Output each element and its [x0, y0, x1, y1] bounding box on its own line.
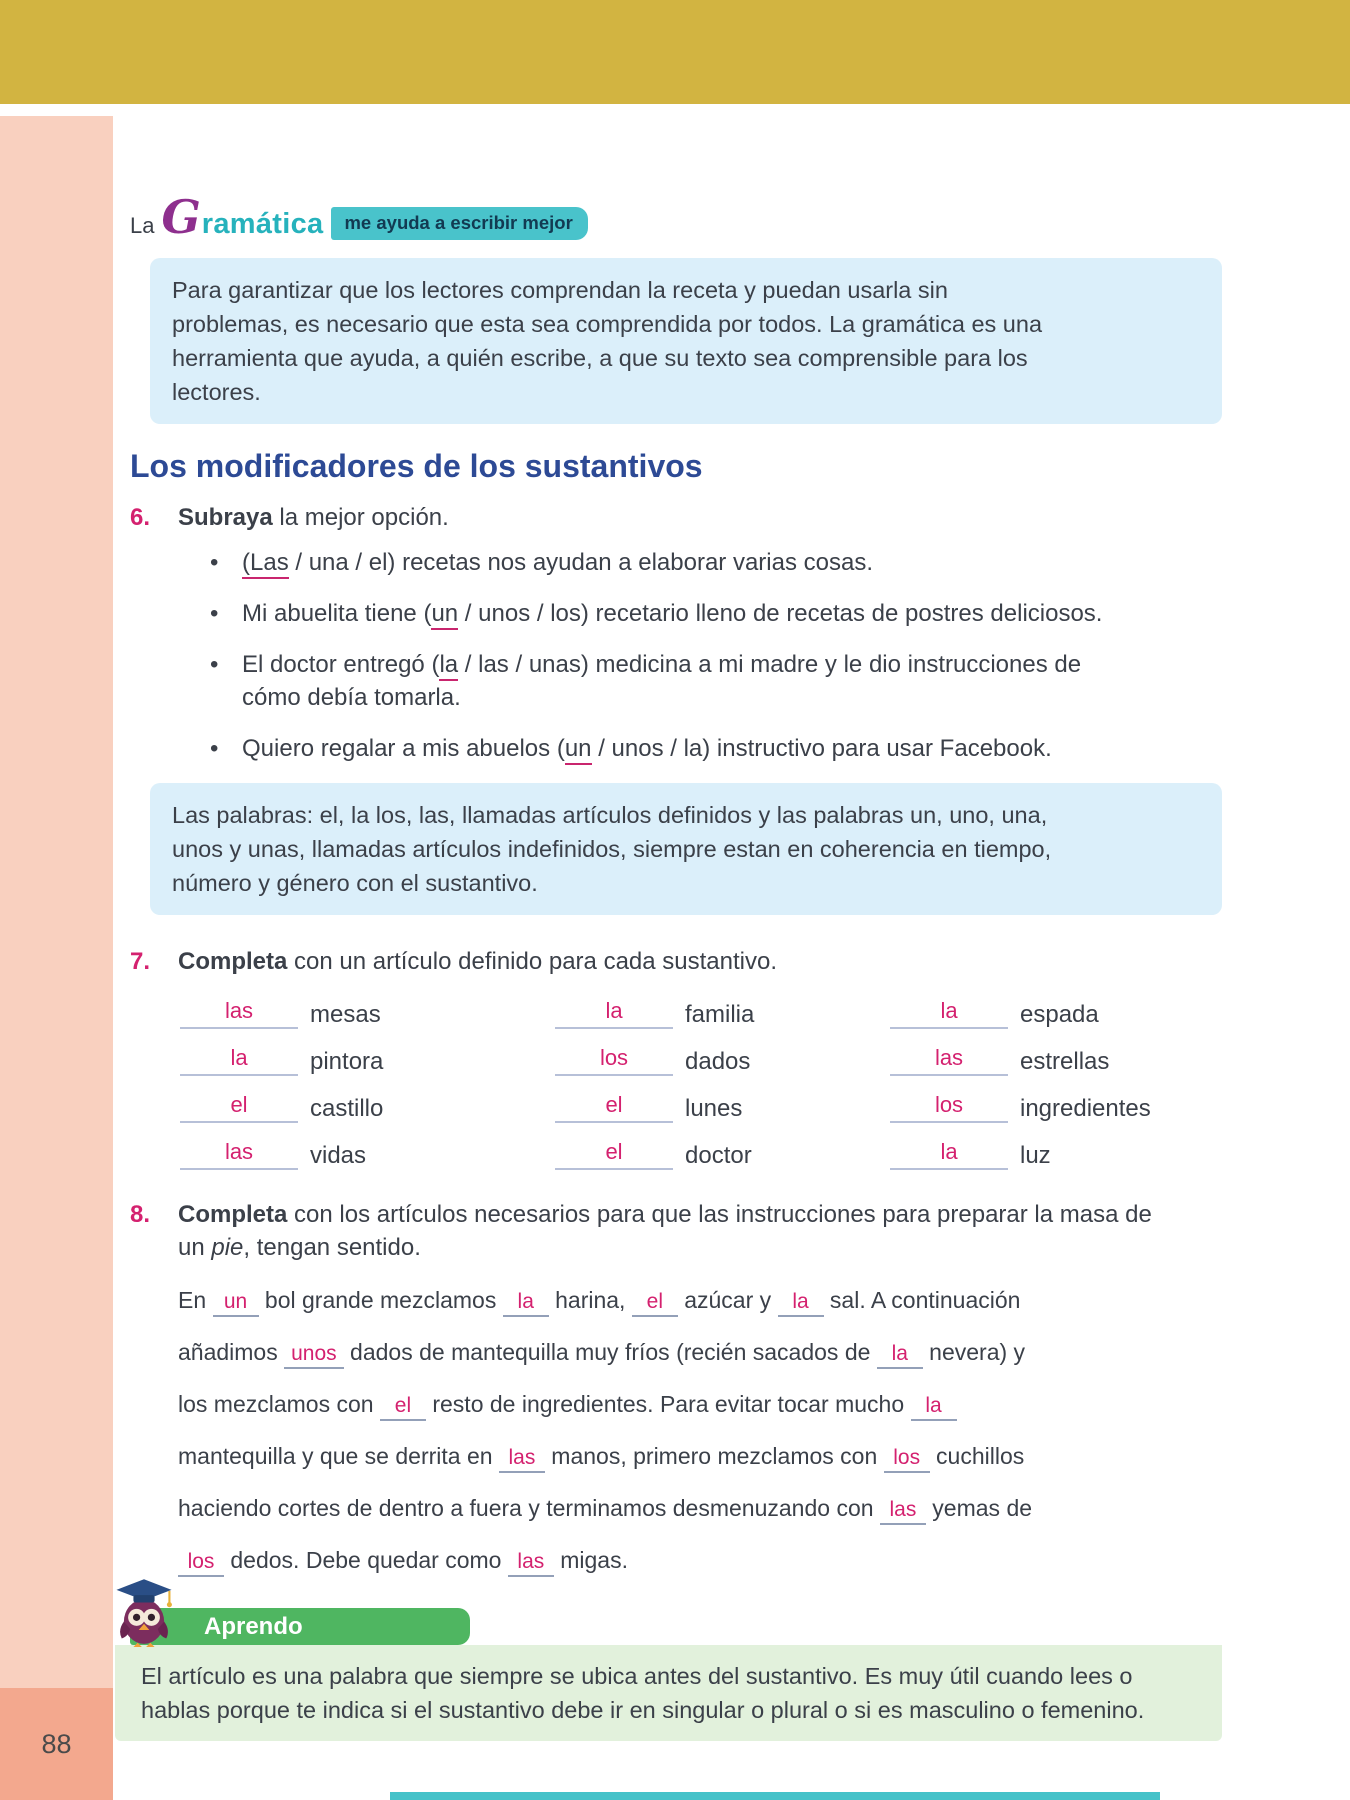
article-fill-item [555, 1045, 890, 1076]
article-fill-item [890, 1045, 1222, 1076]
noun-label: doctor [685, 1142, 752, 1169]
answer-blank: las [890, 1045, 1008, 1076]
article-fill-item [890, 1139, 1222, 1170]
header-prefix: La [130, 213, 155, 238]
underlined-choice: un [431, 600, 458, 630]
gramatica-logo-g: G [161, 190, 201, 244]
noun-label: espada [1020, 1001, 1099, 1028]
answer-blank: la [890, 1139, 1008, 1170]
page-number-tab [0, 1688, 113, 1800]
aprendo-info-box [115, 1645, 1222, 1741]
answer-blank: un [213, 1290, 259, 1317]
text-run: dedos. Debe quedar como [224, 1547, 508, 1573]
noun-label: estrellas [1020, 1048, 1110, 1075]
article-fill-item [180, 1092, 555, 1123]
text-run: / unos / los) recetario lleno de recetas de postres deliciosos. [458, 600, 1103, 627]
answer-blank: la [778, 1290, 824, 1317]
exercise6-number: 6. [130, 504, 151, 531]
bottom-edge-band [390, 1792, 1160, 1800]
aprendo-badge-label: Aprendo [204, 1612, 303, 1640]
exercise8-paragraph [178, 1274, 1058, 1586]
definition-info-text: Las palabras: el, la los, las, llamadas artículos definidos y las palabras un, uno, una, unos y unas, llamadas artículos indefinidos, siempre estan en coherencia en tiempo, número y género con el sustantivo. [172, 802, 1052, 896]
option-bullet-item [208, 546, 1154, 579]
answer-blank: el [380, 1394, 426, 1421]
exercise7-header [130, 945, 1222, 978]
text-run: / las / unas) medicina a mi madre y le dio instrucciones de [458, 651, 1082, 678]
text-run: cómo debía tomarla. [242, 684, 461, 711]
answer-blank: unos [284, 1342, 344, 1369]
answer-blank: el [555, 1092, 673, 1123]
exercise8-number: 8. [130, 1201, 151, 1228]
exercise6-instruction [178, 501, 449, 534]
answer-blank: el [632, 1290, 678, 1317]
noun-label: luz [1020, 1142, 1051, 1169]
answer-blank: el [180, 1092, 298, 1123]
answer-blank: los [178, 1550, 224, 1577]
section-title: Los modificadores de los sustantivos [130, 448, 703, 484]
page-number: 88 [41, 1728, 72, 1759]
underlined-choice: (Las [242, 549, 289, 579]
answer-blank: los [555, 1045, 673, 1076]
exercise7-instruction [178, 945, 777, 978]
text-run: harina, [548, 1287, 632, 1313]
gramatica-header [130, 190, 1222, 244]
owl-icon [110, 1575, 178, 1647]
noun-label: vidas [310, 1142, 367, 1169]
noun-label: ingredientes [1020, 1095, 1151, 1122]
exercise8-header [130, 1198, 1222, 1264]
noun-label: mesas [310, 1001, 381, 1028]
option-bullet-item [208, 732, 1154, 765]
text-run: En [178, 1287, 213, 1313]
text-run: resto de ingredientes. Para evitar tocar mucho [425, 1391, 911, 1417]
left-margin-strip [0, 116, 113, 1800]
article-fill-item [555, 1092, 890, 1123]
underlined-choice: la [439, 651, 458, 681]
option-bullet-item [208, 597, 1154, 630]
intro-info-box [150, 258, 1222, 424]
text-run: migas. [553, 1547, 628, 1573]
answer-blank: las [499, 1446, 545, 1473]
answer-blank: los [884, 1446, 930, 1473]
answer-blank: las [180, 1139, 298, 1170]
article-fill-item [890, 998, 1222, 1029]
noun-label: familia [685, 1001, 755, 1028]
answer-blank: la [503, 1290, 549, 1317]
text-run: El doctor entregó ( [242, 651, 440, 678]
text-run: cuchillos haciendo cortes de dentro a fuera y terminamos desmenuzando con [178, 1443, 1025, 1521]
header-tagline-badge: me ayuda a escribir mejor [331, 207, 587, 240]
text-run: azúcar y [677, 1287, 778, 1313]
answer-blank: la [911, 1394, 957, 1421]
noun-label: lunes [685, 1095, 743, 1122]
top-color-band [0, 0, 1350, 104]
text-run: , tengan sentido. [243, 1234, 421, 1261]
definition-info-box [150, 783, 1222, 915]
article-fill-item [180, 998, 555, 1029]
answer-blank: la [890, 998, 1008, 1029]
text-run: Completa [178, 948, 288, 975]
text-run: Subraya [178, 504, 273, 531]
underlined-choice: un [565, 735, 592, 765]
noun-label: dados [685, 1048, 751, 1075]
article-fill-item [890, 1092, 1222, 1123]
answer-blank: las [180, 998, 298, 1029]
text-run: mantequilla y que se derrita en [178, 1443, 499, 1469]
text-run: con los artículos necesarios para que las instrucciones para preparar la masa de [287, 1201, 1152, 1228]
noun-label: castillo [310, 1095, 384, 1122]
text-run: la mejor opción. [272, 504, 449, 531]
answer-blank: la [180, 1045, 298, 1076]
text-run: con un artículo definido para cada sustantivo. [287, 948, 778, 975]
answer-blank: las [880, 1498, 926, 1525]
text-run: Quiero regalar a mis abuelos ( [242, 735, 565, 762]
exercise7-number: 7. [130, 948, 151, 975]
exercise7-fill-grid [180, 998, 1222, 1170]
aprendo-badge [130, 1608, 470, 1645]
text-run: yemas de [925, 1495, 1033, 1521]
exercise6-header [130, 501, 1222, 534]
article-fill-item [555, 998, 890, 1029]
exercise6-options-list [130, 546, 1222, 765]
gramatica-logo-text: ramática [201, 208, 324, 240]
text-run: un [178, 1234, 212, 1261]
answer-blank: la [877, 1342, 923, 1369]
aprendo-info-text: El artículo es una palabra que siempre se ubica antes del sustantivo. Es muy útil cuando lees o hablas porque te indica si el sustantivo debe ir en singular o plural o si es masculino o femenino. [141, 1663, 1145, 1723]
exercise8-instruction [178, 1198, 1152, 1264]
article-fill-item [180, 1139, 555, 1170]
text-run: / unos / la) instructivo para usar Facebook. [591, 735, 1052, 762]
text-run: nevera) y los mezclamos con [178, 1339, 1026, 1417]
answer-blank: las [508, 1550, 554, 1577]
text-run: bol grande mezclamos [258, 1287, 503, 1313]
option-bullet-item [208, 648, 1154, 714]
answer-blank: el [555, 1139, 673, 1170]
page-content [130, 190, 1222, 1741]
article-fill-item [555, 1139, 890, 1170]
intro-info-text: Para garantizar que los lectores comprendan la receta y puedan usarla sin problemas, es necesario que esta sea comprendida por todos. La gramática es una herramienta que ayuda, a quién escribe, a que su texto sea comprensible para los lectores. [172, 277, 1043, 405]
text-run: / una / el) recetas nos ayudan a elaborar varias cosas. [288, 549, 874, 576]
answer-blank: los [890, 1092, 1008, 1123]
article-fill-item [180, 1045, 555, 1076]
text-run: sal. A continuación añadimos [178, 1287, 1021, 1365]
answer-blank: la [555, 998, 673, 1029]
text-run: Completa [178, 1201, 288, 1228]
text-run: dados de mantequilla muy fríos (recién sacados de [343, 1339, 877, 1365]
noun-label: pintora [310, 1048, 384, 1075]
text-run: Mi abuelita tiene ( [242, 600, 432, 627]
text-run: manos, primero mezclamos con [544, 1443, 884, 1469]
text-run: pie [211, 1234, 244, 1261]
